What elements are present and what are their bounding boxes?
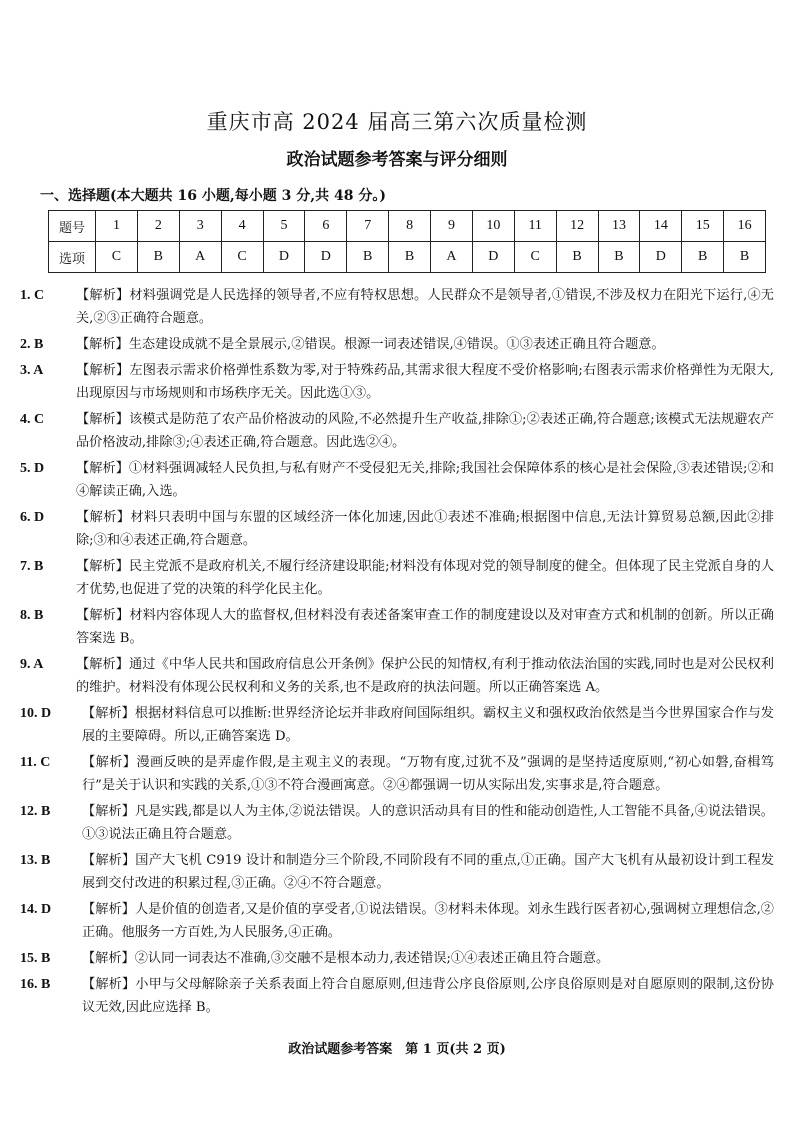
question-number-cell: 3 bbox=[179, 211, 221, 242]
explanation-item bbox=[20, 555, 774, 601]
item-number: 7. B bbox=[20, 559, 44, 574]
item-number: 13. B bbox=[20, 853, 51, 868]
answer-choice-cell: A bbox=[179, 242, 221, 273]
answer-choice-cell: D bbox=[640, 242, 682, 273]
question-number-cell: 14 bbox=[640, 211, 682, 242]
question-number-cell: 7 bbox=[347, 211, 389, 242]
item-text: 【解析】国产大飞机 C919 设计和制造分三个阶段,不同阶段有不同的重点,①正确。国产大飞机有从最初设计到工程发展到交付改进的积累过程,③正确。②④不符合题意。 bbox=[82, 853, 774, 891]
item-text: 【解析】材料只表明中国与东盟的区域经济一体化加速,因此①表述不准确;根据图中信息,无法计算贸易总额,因此②排除;③和④表述正确,符合题意。 bbox=[76, 510, 774, 548]
answer-choice-cell: D bbox=[305, 242, 347, 273]
row-label-question-number: 题号 bbox=[49, 211, 96, 242]
item-number: 5. D bbox=[20, 461, 45, 476]
item-number: 2. B bbox=[20, 337, 44, 352]
question-number-cell: 12 bbox=[556, 211, 598, 242]
answer-choice-cell: B bbox=[347, 242, 389, 273]
question-number-cell: 10 bbox=[472, 211, 514, 242]
page-footer: 政治试题参考答案 第 1 页(共 2 页) bbox=[288, 1042, 506, 1057]
item-text: 【解析】材料内容体现人大的监督权,但材料没有表述备案审查工作的制度建设以及对审查方式和机制的创新。所以正确答案选 B。 bbox=[76, 608, 774, 646]
question-number-cell: 13 bbox=[598, 211, 640, 242]
explanation-item bbox=[20, 800, 774, 846]
answer-choice-cell: D bbox=[472, 242, 514, 273]
explanation-item bbox=[20, 702, 774, 748]
page-subtitle: 政治试题参考答案与评分细则 bbox=[286, 150, 508, 170]
question-number-cell: 9 bbox=[431, 211, 473, 242]
item-number: 8. B bbox=[20, 608, 44, 623]
explanation-item bbox=[20, 359, 774, 405]
answer-choice-cell: B bbox=[389, 242, 431, 273]
item-text: 【解析】民主党派不是政府机关,不履行经济建设职能;材料没有体现对党的领导制度的健全。但体现了民主党派自身的人才优势,也促进了党的决策的科学化民主化。 bbox=[76, 559, 774, 597]
explanation-item bbox=[20, 653, 774, 699]
answer-choice-cell: A bbox=[431, 242, 473, 273]
item-number: 12. B bbox=[20, 804, 51, 819]
answer-choice-row bbox=[49, 242, 766, 273]
item-number: 11. C bbox=[20, 755, 51, 770]
section-heading-choice: 一、选择题(本大题共 16 小题,每小题 3 分,共 48 分。) bbox=[40, 188, 386, 204]
item-text: 【解析】该模式是防范了农产品价格波动的风险,不必然提升生产收益,排除①;②表述正确,符合题意;该模式无法规避农产品价格波动,排除③;④表述正确,符合题意。因此选②④。 bbox=[76, 412, 774, 450]
explanation-item bbox=[20, 284, 774, 330]
answer-choice-cell: B bbox=[137, 242, 179, 273]
answer-choice-cell: C bbox=[514, 242, 556, 273]
item-number: 9. A bbox=[20, 657, 44, 672]
row-label-choice: 选项 bbox=[49, 242, 96, 273]
item-number: 14. D bbox=[20, 902, 52, 917]
question-number-cell: 8 bbox=[389, 211, 431, 242]
explanation-item bbox=[20, 849, 774, 895]
explanation-item bbox=[20, 333, 774, 356]
explanation-item bbox=[20, 751, 774, 797]
question-number-cell: 15 bbox=[682, 211, 724, 242]
explanation-item bbox=[20, 973, 774, 1019]
item-text: 【解析】人是价值的创造者,又是价值的享受者,①说法错误。③材料未体现。刘永生践行医者初心,强调树立理想信念,②正确。他服务一方百姓,为人民服务,④正确。 bbox=[82, 902, 774, 940]
answer-choice-cell: B bbox=[556, 242, 598, 273]
explanation-item bbox=[20, 604, 774, 650]
item-text: 【解析】通过《中华人民共和国政府信息公开条例》保护公民的知情权,有利于推动依法治国的实践,同时也是对公民权利的维护。材料没有体现公民权利和义务的关系,也不是政府的执法问题。所以正确答案选 A。 bbox=[76, 657, 774, 695]
page-title: 重庆市高 2024 届高三第六次质量检测 bbox=[206, 110, 588, 134]
item-number: 10. D bbox=[20, 706, 52, 721]
item-text: 【解析】小甲与父母解除亲子关系表面上符合自愿原则,但违背公序良俗原则,公序良俗原则是对自愿原则的限制,这份协议无效,因此应选择 B。 bbox=[82, 977, 774, 1015]
item-text: 【解析】左图表示需求价格弹性系数为零,对于特殊药品,其需求很大程度不受价格影响;右图表示需求价格弹性为无限大,出现原因与市场规则和市场秩序无关。因此选①③。 bbox=[76, 363, 774, 401]
item-number: 1. C bbox=[20, 288, 45, 303]
question-number-cell: 16 bbox=[724, 211, 766, 242]
item-number: 15. B bbox=[20, 951, 51, 966]
item-text: 【解析】生态建设成就不是全景展示,②错误。根源一词表述错误,④错误。①③表述正确且符合题意。 bbox=[76, 337, 665, 352]
question-number-cell: 2 bbox=[137, 211, 179, 242]
question-number-cell: 11 bbox=[514, 211, 556, 242]
explanation-item bbox=[20, 898, 774, 944]
explanation-item bbox=[20, 947, 774, 970]
answer-choice-cell: B bbox=[598, 242, 640, 273]
answer-choice-cell: C bbox=[96, 242, 138, 273]
answer-table bbox=[48, 210, 766, 273]
explanation-list bbox=[20, 284, 774, 1022]
item-text: 【解析】根据材料信息可以推断:世界经济论坛并非政府间国际组织。霸权主义和强权政治依然是当今世界国家合作与发展的主要障碍。所以,正确答案选 D。 bbox=[82, 706, 774, 744]
item-number: 6. D bbox=[20, 510, 45, 525]
question-number-cell: 6 bbox=[305, 211, 347, 242]
explanation-item bbox=[20, 506, 774, 552]
item-number: 16. B bbox=[20, 977, 51, 992]
question-number-row bbox=[49, 211, 766, 242]
answer-choice-cell: B bbox=[682, 242, 724, 273]
item-text: 【解析】②认同一词表达不准确,③交融不是根本动力,表述错误;①④表述正确且符合题意。 bbox=[82, 951, 610, 966]
item-text: 【解析】漫画反映的是弄虚作假,是主观主义的表现。“万物有度,过犹不及”强调的是坚持适度原则,“初心如磐,奋楫笃行”是关于认识和实践的关系,①③不符合漫画寓意。②④都强调一切从实际出发,实事求是,符合题意。 bbox=[82, 755, 774, 793]
question-number-cell: 4 bbox=[221, 211, 263, 242]
item-text: 【解析】材料强调党是人民选择的领导者,不应有特权思想。人民群众不是领导者,①错误,不涉及权力在阳光下运行,④无关,②③正确符合题意。 bbox=[76, 288, 774, 326]
explanation-item bbox=[20, 408, 774, 454]
answer-choice-cell: B bbox=[724, 242, 766, 273]
item-text: 【解析】凡是实践,都是以人为主体,②说法错误。人的意识活动具有目的性和能动创造性,人工智能不具备,④说法错误。①③说法正确且符合题意。 bbox=[82, 804, 774, 842]
item-number: 4. C bbox=[20, 412, 45, 427]
question-number-cell: 1 bbox=[96, 211, 138, 242]
explanation-item bbox=[20, 457, 774, 503]
question-number-cell: 5 bbox=[263, 211, 305, 242]
item-number: 3. A bbox=[20, 363, 44, 378]
answer-choice-cell: C bbox=[221, 242, 263, 273]
answer-choice-cell: D bbox=[263, 242, 305, 273]
item-text: 【解析】①材料强调减轻人民负担,与私有财产不受侵犯无关,排除;我国社会保障体系的核心是社会保险,③表述错误;②和④解读正确,入选。 bbox=[76, 461, 774, 499]
